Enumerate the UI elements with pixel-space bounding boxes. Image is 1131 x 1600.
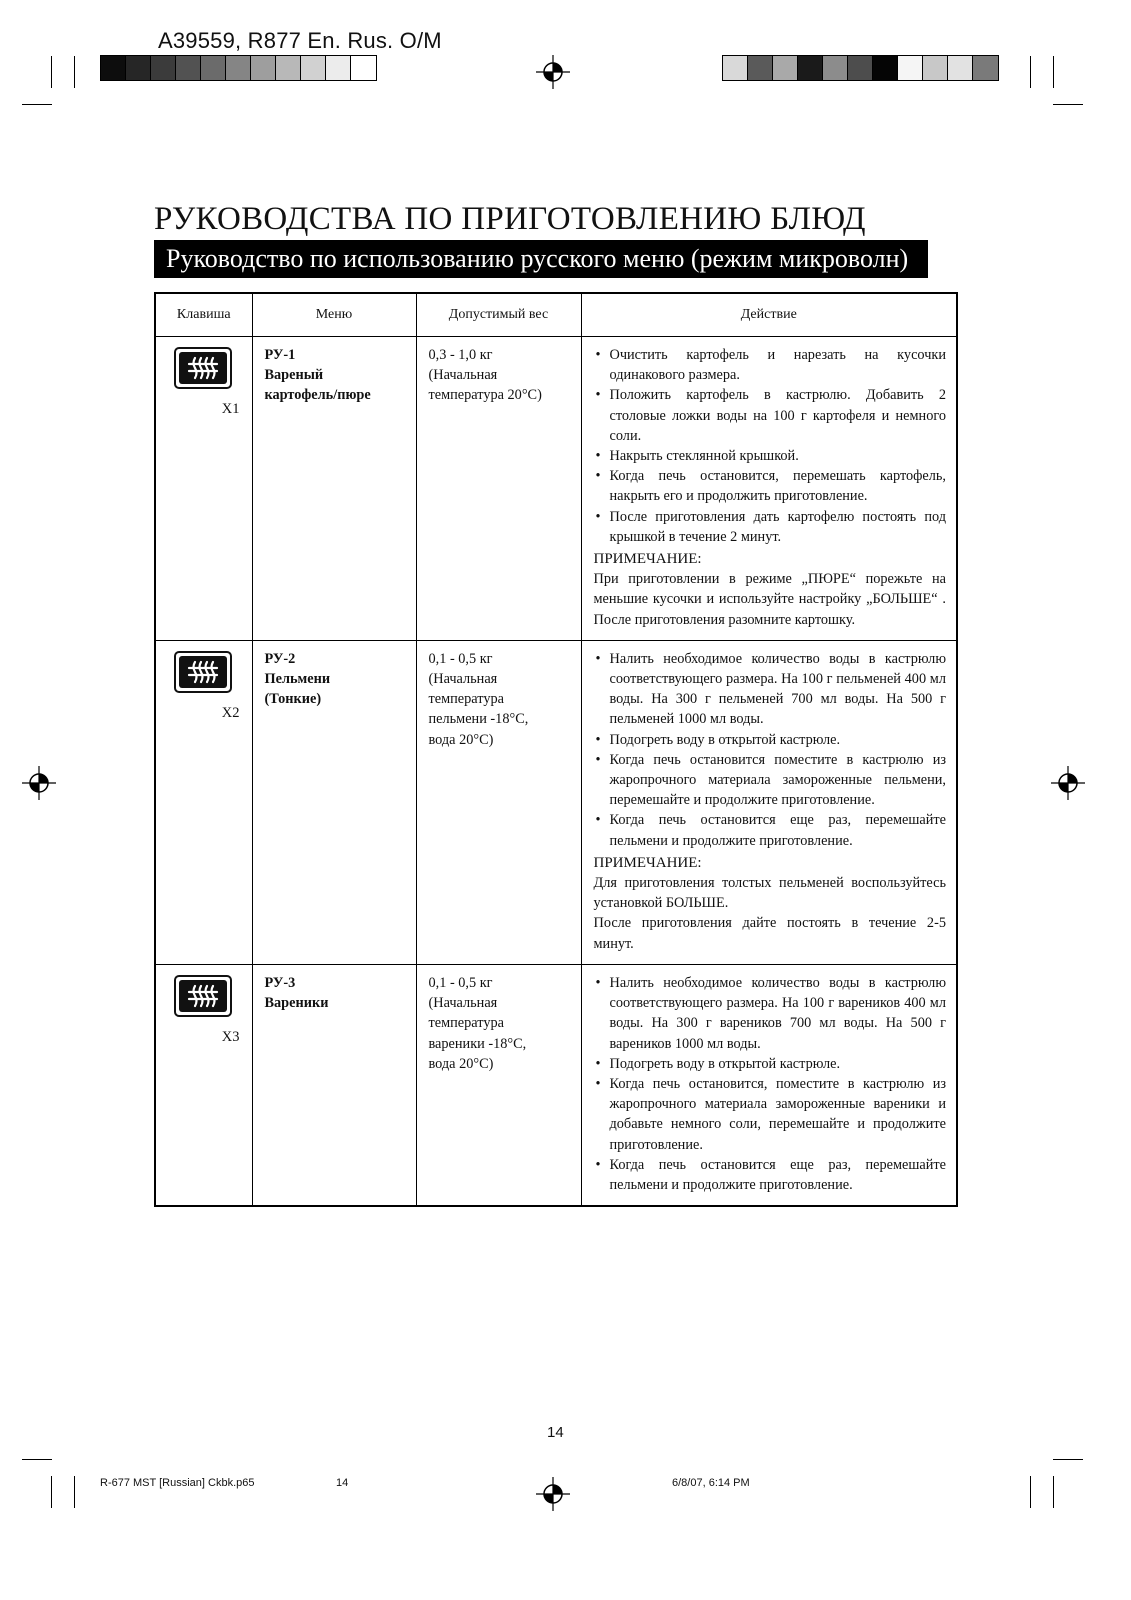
footer-timestamp: 6/8/07, 6:14 PM (672, 1477, 750, 1489)
column-header-action: Действие (581, 293, 957, 337)
column-header-menu: Меню (252, 293, 416, 337)
color-swatch (276, 56, 301, 80)
table-header-row (155, 293, 957, 337)
key-press-count: X1 (221, 401, 240, 417)
note-text (594, 569, 947, 630)
weight-line: температура (428, 691, 504, 708)
action-cell (581, 964, 957, 1206)
color-swatch (301, 56, 326, 80)
russian-menu-key-icon (174, 347, 232, 389)
color-swatch (873, 56, 898, 80)
menu-line: Вареники (264, 995, 329, 1012)
print-header: A39559, R877 En. Rus. O/M (158, 28, 442, 53)
crop-mark (1053, 1476, 1054, 1508)
color-calibration-bar-right (722, 55, 999, 81)
color-calibration-bar-left (100, 55, 377, 81)
color-swatch (151, 56, 176, 80)
color-swatch (773, 56, 798, 80)
color-swatch (848, 56, 873, 80)
crop-mark (51, 1476, 52, 1508)
crop-mark (74, 56, 75, 88)
step-item: • Когда печь остановится поместите в кастрюлю из жаропрочного материала замороженные пельмени, перемешайте и продолжите приготовление. (594, 750, 947, 811)
weight-line: 0,3 - 1,0 кг (428, 347, 493, 363)
steps-list (594, 649, 947, 851)
weight-line: пельмени -18°C, (428, 711, 529, 728)
menu-line: картофель/пюре (264, 387, 371, 404)
color-swatch (798, 56, 823, 80)
crop-mark (22, 1459, 52, 1460)
color-swatch (923, 56, 948, 80)
column-header-weight: Допустимый вес (416, 293, 581, 337)
weight-line: (Начальная (428, 367, 498, 384)
footer-filename: R-677 MST [Russian] Ckbk.p65 (100, 1477, 255, 1489)
color-swatch (351, 56, 376, 80)
step-item: • Когда печь остановится, поместите в кастрюлю из жаропрочного материала замороженные вареники и добавьте немного соли, перемешайте и продолжите приготовление. (594, 1074, 947, 1155)
key-cell (155, 337, 252, 641)
weight-cell (416, 337, 581, 641)
step-item: • Налить необходимое количество воды в кастрюлю соответствующего размера. На 100 г пельменей 400 мл воды. На 300 г пельменей 700 мл воды. На 500 г пельменей 1000 мл воды. (594, 649, 947, 730)
menu-line: Пельмени (264, 671, 331, 688)
key-cell (155, 640, 252, 964)
color-swatch (948, 56, 973, 80)
weight-line: 0,1 - 0,5 кг (428, 974, 493, 991)
crop-mark (1053, 104, 1083, 105)
page-number: 14 (547, 1424, 564, 1441)
menu-line: РУ-3 (264, 974, 296, 991)
table-row (155, 640, 957, 964)
color-swatch (101, 56, 126, 80)
weight-line: вода 20°C) (428, 731, 494, 748)
russian-menu-key-icon (174, 651, 232, 693)
crop-mark (1053, 1459, 1083, 1460)
step-item: • Когда печь остановится, перемешать картофель, накрыть его и продолжить приготовление. (594, 466, 947, 506)
note-paragraph: После приготовления дайте постоять в течение 2-5 минут. (593, 915, 946, 952)
action-cell (581, 640, 957, 964)
registration-mark-icon (536, 55, 570, 89)
key-press-count: X3 (221, 1028, 240, 1045)
color-swatch (226, 56, 251, 80)
weight-cell (416, 640, 581, 964)
key-cell (155, 964, 252, 1206)
step-item: • Положить картофель в кастрюлю. Добавить 2 столовые ложки воды на 100 г картофеля и немного соли. (594, 385, 947, 446)
weight-line: температура 20°C) (428, 387, 542, 404)
menu-line: Вареный (264, 367, 324, 384)
crop-mark (1030, 56, 1031, 88)
menu-line: (Тонкие) (264, 691, 322, 708)
color-swatch (126, 56, 151, 80)
weight-line: (Начальная (428, 671, 498, 688)
step-item: • Накрыть стеклянной крышкой. (594, 446, 947, 466)
registration-mark-icon (22, 766, 56, 800)
color-swatch (176, 56, 201, 80)
action-cell (581, 337, 957, 641)
crop-mark (22, 104, 52, 105)
note-paragraph: При приготовлении в режиме „ПЮРЕ“ порежьте на меньшие кусочки и используйте настройку „БОЛЬШЕ“ . После приготовления разомните картошку. (593, 571, 946, 628)
steps-list (594, 973, 947, 1195)
color-swatch (748, 56, 773, 80)
section-subtitle: Руководство по использованию русского меню (режим микроволн) (154, 240, 928, 278)
russian-menu-key-icon (174, 975, 232, 1017)
note-paragraph: Для приготовления толстых пельменей воспользуйтесь установкой БОЛЬШЕ. (593, 875, 946, 912)
crop-mark (1030, 1476, 1031, 1508)
step-item: • Подогреть воду в открытой кастрюле. (594, 730, 947, 750)
weight-line: температура (428, 1015, 504, 1032)
step-item: • Налить необходимое количество воды в кастрюлю соответствующего размера. На 100 г вареников 400 мл воды. На 300 г вареников 700 мл воды. На 500 г вареников 1000 мл воды. (594, 973, 947, 1054)
table-row (155, 964, 957, 1206)
weight-line: 0,1 - 0,5 кг (428, 650, 493, 667)
footer-page: 14 (336, 1477, 349, 1489)
weight-line: (Начальная (428, 995, 498, 1012)
color-swatch (201, 56, 226, 80)
step-item: • Очистить картофель и нарезать на кусочки одинакового размера. (594, 345, 947, 385)
menu-cell (252, 337, 416, 641)
color-swatch (723, 56, 748, 80)
step-item: • После приготовления дать картофелю постоять под крышкой в течение 2 минут. (594, 507, 947, 547)
color-swatch (823, 56, 848, 80)
menu-cell (252, 964, 416, 1206)
menu-cell (252, 640, 416, 964)
step-item: • Подогреть воду в открытой кастрюле. (594, 1054, 947, 1074)
registration-mark-icon (536, 1477, 570, 1511)
color-swatch (898, 56, 923, 80)
crop-mark (51, 56, 52, 88)
note-title: ПРИМЕЧАНИЕ: (593, 854, 702, 871)
cooking-guide-table (154, 292, 958, 1207)
weight-cell (416, 964, 581, 1206)
page-title: РУКОВОДСТВА ПО ПРИГОТОВЛЕНИЮ БЛЮД (154, 201, 866, 237)
step-item: • Когда печь остановится еще раз, перемешайте пельмени и продолжите приготовление. (594, 810, 947, 850)
key-press-count: X2 (221, 704, 240, 721)
column-header-key: Клавиша (155, 293, 252, 337)
menu-line: РУ-1 (264, 347, 296, 363)
registration-mark-icon (1051, 766, 1085, 800)
weight-line: вода 20°C) (428, 1055, 494, 1072)
crop-mark (74, 1476, 75, 1508)
note-text (594, 873, 947, 954)
color-swatch (251, 56, 276, 80)
color-swatch (973, 56, 998, 80)
weight-line: вареники -18°C, (428, 1035, 527, 1052)
table-row (155, 337, 957, 641)
crop-mark (1053, 56, 1054, 88)
steps-list (594, 345, 947, 547)
step-item: • Когда печь остановится еще раз, перемешайте пельмени и продолжите приготовление. (594, 1155, 947, 1195)
menu-line: РУ-2 (264, 650, 296, 667)
color-swatch (326, 56, 351, 80)
note-title: ПРИМЕЧАНИЕ: (593, 551, 702, 568)
